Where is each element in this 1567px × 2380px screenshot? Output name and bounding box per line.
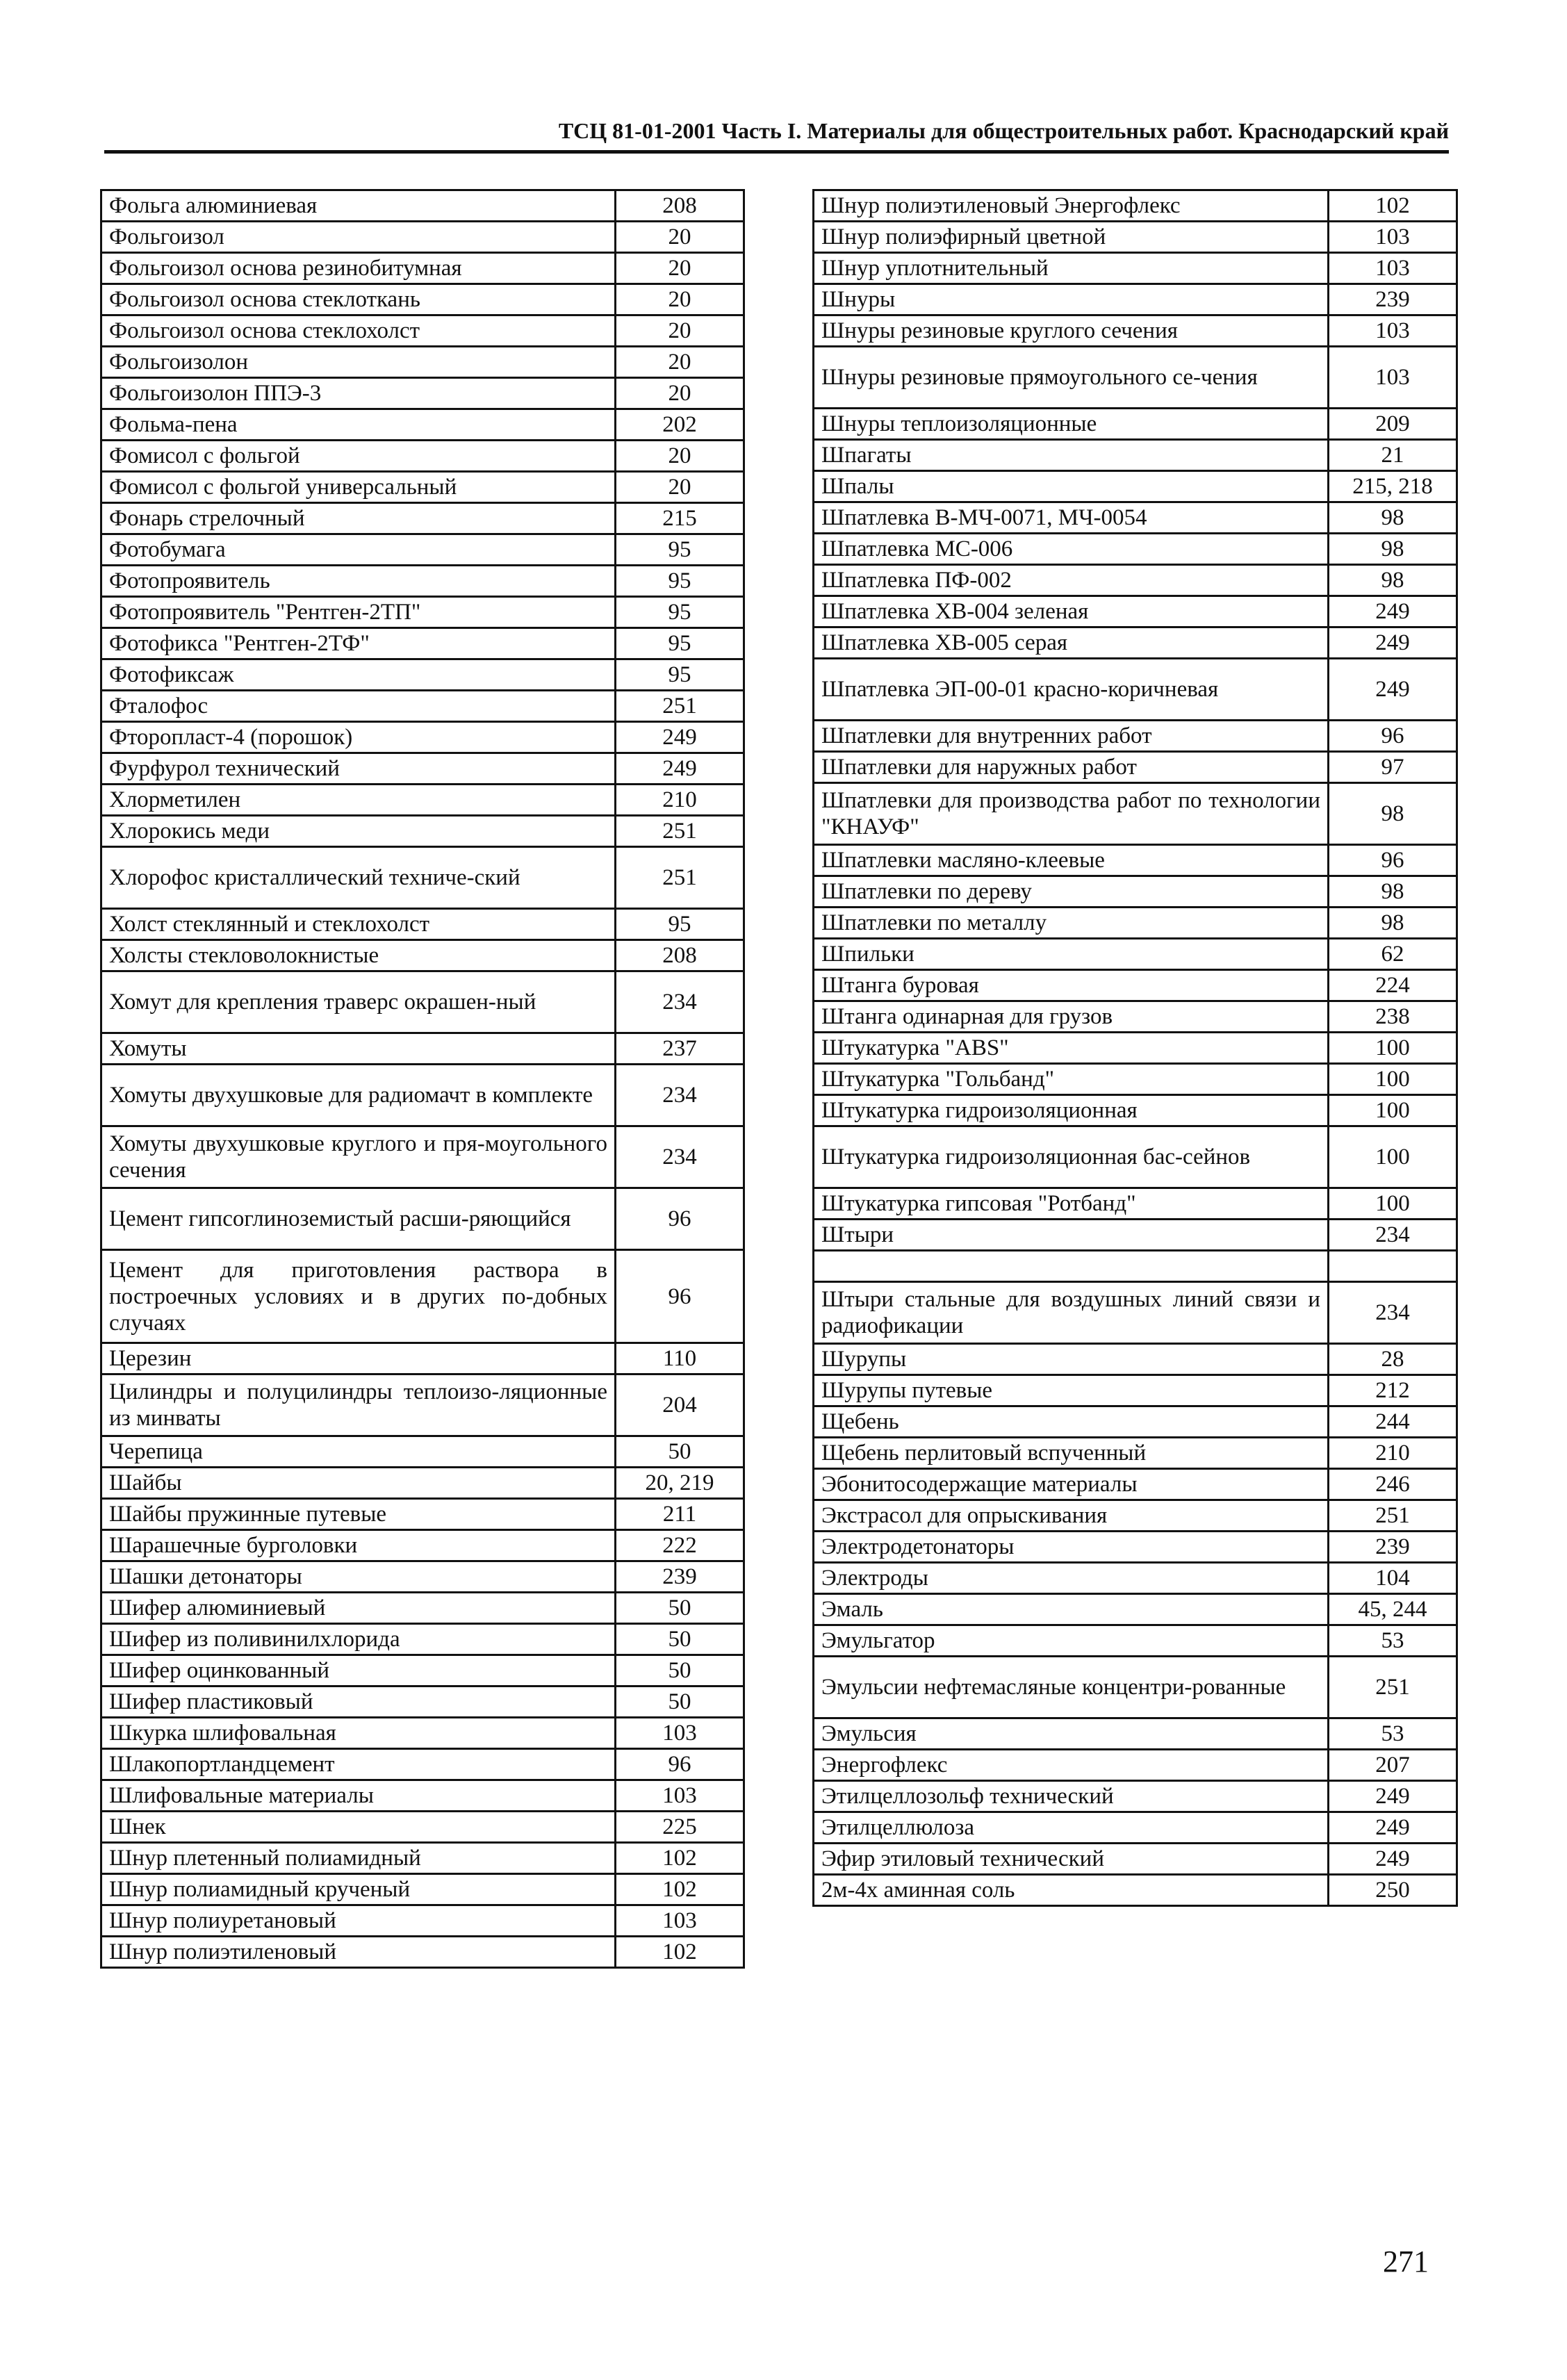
material-name: Эмаль	[814, 1594, 1329, 1625]
index-row	[814, 534, 1457, 565]
index-row	[101, 1749, 744, 1780]
page-reference: 249	[1329, 1812, 1457, 1844]
material-name: Шайбы	[101, 1468, 616, 1499]
index-row	[101, 1530, 744, 1561]
page-reference: 100	[1329, 1095, 1457, 1126]
index-row	[814, 502, 1457, 534]
index-row	[814, 1406, 1457, 1438]
material-name: Фурфурол технический	[101, 753, 616, 785]
index-row	[101, 971, 744, 1033]
page-reference: 21	[1329, 440, 1457, 471]
page-reference: 97	[1329, 752, 1457, 783]
page-reference: 50	[616, 1624, 744, 1655]
material-name: Шпалы	[814, 471, 1329, 502]
index-row	[101, 1843, 744, 1874]
material-name: Шнур полиэтиленовый	[101, 1937, 616, 1968]
page-number: 271	[1383, 2244, 1429, 2279]
material-name: Хомуты	[101, 1033, 616, 1065]
index-row	[101, 1250, 744, 1343]
index-row	[814, 970, 1457, 1001]
page-reference: 239	[1329, 1532, 1457, 1563]
material-name: Фотофикса "Рентген-2ТФ"	[101, 628, 616, 659]
material-name: Шпатлевка ЭП-00-01 красно-коричневая	[814, 659, 1329, 721]
page-reference: 251	[616, 847, 744, 909]
page-reference: 249	[1329, 1781, 1457, 1812]
material-name: Шнур полиэфирный цветной	[814, 222, 1329, 253]
index-row	[814, 1282, 1457, 1344]
index-row	[814, 1251, 1457, 1282]
index-row	[101, 1812, 744, 1843]
material-name: Эмульсии нефтемасляные концентри-рованные	[814, 1657, 1329, 1718]
page-reference: 50	[616, 1655, 744, 1686]
material-name: Энергофлекс	[814, 1750, 1329, 1781]
material-name: Щебень	[814, 1406, 1329, 1438]
material-name: Фотопроявитель "Рентген-2ТП"	[101, 597, 616, 628]
page-reference: 102	[616, 1937, 744, 1968]
page-reference: 98	[1329, 908, 1457, 939]
material-name: Холсты стекловолокнистые	[101, 940, 616, 971]
material-name: Шнур полиамидный крученый	[101, 1874, 616, 1905]
page-reference: 28	[1329, 1344, 1457, 1375]
page-reference: 239	[616, 1561, 744, 1593]
index-row	[101, 722, 744, 753]
page-reference: 249	[616, 722, 744, 753]
page-reference: 103	[616, 1718, 744, 1749]
material-name: Цемент для приготовления раствора в построечных условиях и в других по-добных случаях	[101, 1250, 616, 1343]
material-name: Штанга одинарная для грузов	[814, 1001, 1329, 1033]
page-reference	[1329, 1251, 1457, 1282]
page-reference: 207	[1329, 1750, 1457, 1781]
material-name: Шарашечные бурголовки	[101, 1530, 616, 1561]
page-reference: 249	[1329, 659, 1457, 721]
material-name: Фольгоизолон ППЭ-3	[101, 378, 616, 409]
material-name: Шнур полиуретановый	[101, 1905, 616, 1937]
page-reference: 244	[1329, 1406, 1457, 1438]
page-reference: 210	[1329, 1438, 1457, 1469]
index-row	[101, 1343, 744, 1374]
material-name: Шайбы пружинные путевые	[101, 1499, 616, 1530]
page-reference: 50	[616, 1436, 744, 1468]
page-reference: 249	[1329, 596, 1457, 627]
material-name: Шурупы путевые	[814, 1375, 1329, 1406]
page-reference: 20	[616, 222, 744, 253]
page-reference: 234	[1329, 1220, 1457, 1251]
material-name: Шпатлевки для наружных работ	[814, 752, 1329, 783]
page-reference: 96	[616, 1250, 744, 1343]
index-row	[814, 596, 1457, 627]
index-row	[814, 1657, 1457, 1718]
material-name: Щебень перлитовый вспученный	[814, 1438, 1329, 1469]
material-name: Шпатлевки для внутренних работ	[814, 721, 1329, 752]
material-name: Цемент гипсоглиноземистый расши-ряющийся	[101, 1188, 616, 1250]
index-row	[814, 347, 1457, 409]
index-row	[814, 1344, 1457, 1375]
index-row	[101, 378, 744, 409]
material-name: Фотопроявитель	[101, 566, 616, 597]
material-name: Фольгоизол основа стеклоткань	[101, 284, 616, 315]
material-name: Шашки детонаторы	[101, 1561, 616, 1593]
page-reference: 249	[1329, 627, 1457, 659]
page-reference: 104	[1329, 1563, 1457, 1594]
page-reference: 212	[1329, 1375, 1457, 1406]
page-reference: 208	[616, 190, 744, 222]
material-name: Шнур уплотнительный	[814, 253, 1329, 284]
material-name: Хлорофос кристаллический техниче-ский	[101, 847, 616, 909]
material-name: Шурупы	[814, 1344, 1329, 1375]
material-name: Эфир этиловый технический	[814, 1844, 1329, 1875]
index-row	[101, 628, 744, 659]
material-name: Шнуры	[814, 284, 1329, 315]
page-reference: 96	[1329, 845, 1457, 876]
index-row	[101, 1499, 744, 1530]
material-name: Шифер оцинкованный	[101, 1655, 616, 1686]
material-name: Штукатурка гидроизоляционная	[814, 1095, 1329, 1126]
page-reference: 98	[1329, 502, 1457, 534]
material-name: Шпатлевки для производства работ по технологии "КНАУФ"	[814, 783, 1329, 845]
material-name: Шпатлевка В-МЧ-0071, МЧ-0054	[814, 502, 1329, 534]
index-row	[814, 659, 1457, 721]
index-row	[814, 1001, 1457, 1033]
index-row	[101, 284, 744, 315]
page-reference: 102	[1329, 190, 1457, 222]
index-row	[814, 627, 1457, 659]
material-name: Этилцеллозольф технический	[814, 1781, 1329, 1812]
index-row	[101, 785, 744, 816]
page-reference: 103	[1329, 253, 1457, 284]
index-row	[101, 534, 744, 566]
index-row	[814, 876, 1457, 908]
page-reference: 102	[616, 1843, 744, 1874]
page-reference: 209	[1329, 409, 1457, 440]
page-reference: 224	[1329, 970, 1457, 1001]
index-row	[101, 1593, 744, 1624]
material-name: Эмульсия	[814, 1718, 1329, 1750]
index-row	[814, 939, 1457, 970]
material-name: Штукатурка "Гольбанд"	[814, 1064, 1329, 1095]
index-row	[814, 565, 1457, 596]
index-row	[101, 597, 744, 628]
index-row	[101, 1905, 744, 1937]
material-name: Штукатурка гипсовая "Ротбанд"	[814, 1188, 1329, 1220]
material-name: Эбонитосодержащие материалы	[814, 1469, 1329, 1500]
index-row	[101, 441, 744, 472]
index-table-right	[812, 189, 1458, 1907]
material-name: Шпатлевка ХВ-005 серая	[814, 627, 1329, 659]
page-reference: 215, 218	[1329, 471, 1457, 502]
material-name: Шпагаты	[814, 440, 1329, 471]
material-name: Шнуры резиновые прямоугольного се-чения	[814, 347, 1329, 409]
index-row	[814, 1095, 1457, 1126]
material-name: Электродетонаторы	[814, 1532, 1329, 1563]
page-reference: 251	[1329, 1500, 1457, 1532]
material-name: Хомуты двухушковые круглого и пря-моугольного сечения	[101, 1126, 616, 1188]
material-name: Шнур полиэтиленовый Энергофлекс	[814, 190, 1329, 222]
material-name: Хлорокись меди	[101, 816, 616, 847]
page-reference: 225	[616, 1812, 744, 1843]
index-row	[814, 1188, 1457, 1220]
page-reference: 249	[616, 753, 744, 785]
page-reference: 234	[616, 1126, 744, 1188]
index-row	[814, 1875, 1457, 1906]
index-row	[101, 503, 744, 534]
material-name: Шпатлевка МС-006	[814, 534, 1329, 565]
page-reference: 102	[616, 1874, 744, 1905]
material-name: Холст стеклянный и стеклохолст	[101, 909, 616, 940]
index-row	[101, 1624, 744, 1655]
index-row	[814, 1064, 1457, 1095]
page-reference: 50	[616, 1593, 744, 1624]
index-row	[101, 1033, 744, 1065]
material-name: Штукатурка гидроизоляционная бас-сейнов	[814, 1126, 1329, 1188]
page-reference: 234	[616, 1065, 744, 1126]
material-name: Штукатурка "ABS"	[814, 1033, 1329, 1064]
page-reference: 234	[1329, 1282, 1457, 1344]
material-name: Фольма-пена	[101, 409, 616, 441]
index-row	[101, 315, 744, 347]
index-row	[814, 1375, 1457, 1406]
material-name: Шпильки	[814, 939, 1329, 970]
material-name: Фотобумага	[101, 534, 616, 566]
index-row	[814, 752, 1457, 783]
material-name: Шпатлевки по металлу	[814, 908, 1329, 939]
page-reference: 234	[616, 971, 744, 1033]
page-reference: 251	[616, 816, 744, 847]
material-name: Шнуры теплоизоляционные	[814, 409, 1329, 440]
index-row	[814, 409, 1457, 440]
material-name: Цилиндры и полуцилиндры теплоизо-ляционные из минваты	[101, 1374, 616, 1436]
material-name: Фонарь стрелочный	[101, 503, 616, 534]
page-reference: 100	[1329, 1188, 1457, 1220]
index-row	[814, 1718, 1457, 1750]
material-name: Экстрасол для опрыскивания	[814, 1500, 1329, 1532]
index-row	[814, 1500, 1457, 1532]
index-row	[814, 1750, 1457, 1781]
index-table-left	[100, 189, 745, 1969]
material-name: Эмульгатор	[814, 1625, 1329, 1657]
page-reference: 53	[1329, 1718, 1457, 1750]
index-row	[814, 471, 1457, 502]
page-reference: 95	[616, 566, 744, 597]
material-name: Фталофос	[101, 691, 616, 722]
index-row	[814, 222, 1457, 253]
index-row	[101, 253, 744, 284]
page-reference: 96	[616, 1749, 744, 1780]
page-reference: 20, 219	[616, 1468, 744, 1499]
page-reference: 100	[1329, 1126, 1457, 1188]
index-row	[814, 1033, 1457, 1064]
material-name: Фольгоизол основа стеклохолст	[101, 315, 616, 347]
page-reference: 20	[616, 441, 744, 472]
index-row	[814, 908, 1457, 939]
index-row	[814, 721, 1457, 752]
material-name: 2м-4х аминная соль	[814, 1875, 1329, 1906]
index-row	[101, 816, 744, 847]
index-row	[814, 845, 1457, 876]
page-reference: 237	[616, 1033, 744, 1065]
material-name: Шлакопортландцемент	[101, 1749, 616, 1780]
page-reference: 103	[1329, 222, 1457, 253]
page-reference: 204	[616, 1374, 744, 1436]
index-row	[101, 1874, 744, 1905]
material-name: Фомисол с фольгой	[101, 441, 616, 472]
index-row	[101, 940, 744, 971]
index-row	[814, 315, 1457, 347]
index-row	[101, 566, 744, 597]
index-row	[814, 1220, 1457, 1251]
index-row	[101, 1065, 744, 1126]
page-reference: 98	[1329, 565, 1457, 596]
page-reference: 96	[1329, 721, 1457, 752]
page-reference: 211	[616, 1499, 744, 1530]
page-reference: 215	[616, 503, 744, 534]
page-reference: 50	[616, 1686, 744, 1718]
page-reference: 20	[616, 253, 744, 284]
material-name: Фольга алюминиевая	[101, 190, 616, 222]
page-reference: 202	[616, 409, 744, 441]
index-row	[101, 659, 744, 691]
index-row	[101, 1436, 744, 1468]
index-row	[101, 1780, 744, 1812]
page-reference: 20	[616, 284, 744, 315]
page-reference: 239	[1329, 284, 1457, 315]
page-reference: 210	[616, 785, 744, 816]
material-name: Фторопласт-4 (порошок)	[101, 722, 616, 753]
material-name: Фольгоизолон	[101, 347, 616, 378]
index-row	[814, 1594, 1457, 1625]
page-reference: 95	[616, 628, 744, 659]
material-name: Штанга буровая	[814, 970, 1329, 1001]
index-row	[101, 753, 744, 785]
page-reference: 100	[1329, 1064, 1457, 1095]
material-name: Шпатлевки масляно-клеевые	[814, 845, 1329, 876]
index-row	[101, 691, 744, 722]
page-reference: 98	[1329, 876, 1457, 908]
index-row	[101, 909, 744, 940]
index-row	[814, 1625, 1457, 1657]
page-reference: 95	[616, 659, 744, 691]
index-row	[814, 440, 1457, 471]
page-reference: 222	[616, 1530, 744, 1561]
material-name: Шпатлевка ХВ-004 зеленая	[814, 596, 1329, 627]
page-reference: 45, 244	[1329, 1594, 1457, 1625]
material-name: Шифер алюминиевый	[101, 1593, 616, 1624]
material-name: Хлорметилен	[101, 785, 616, 816]
page-reference: 103	[1329, 315, 1457, 347]
material-name: Шнек	[101, 1812, 616, 1843]
material-name	[814, 1251, 1329, 1282]
page-header: ТСЦ 81-01-2001 Часть I. Материалы для общестроительных работ. Краснодарский край	[558, 118, 1449, 143]
index-row	[814, 284, 1457, 315]
material-name: Хомуты двухушковые для радиомачт в комплекте	[101, 1065, 616, 1126]
page-reference: 110	[616, 1343, 744, 1374]
index-row	[101, 1718, 744, 1749]
material-name: Шлифовальные материалы	[101, 1780, 616, 1812]
page-reference: 98	[1329, 783, 1457, 845]
material-name: Шифер из поливинилхлорида	[101, 1624, 616, 1655]
index-row	[814, 1438, 1457, 1469]
material-name: Штыри	[814, 1220, 1329, 1251]
page-reference: 20	[616, 315, 744, 347]
page-reference: 103	[1329, 347, 1457, 409]
page-reference: 62	[1329, 939, 1457, 970]
material-name: Шифер пластиковый	[101, 1686, 616, 1718]
material-name: Фотофиксаж	[101, 659, 616, 691]
index-row	[814, 1563, 1457, 1594]
index-row	[101, 1374, 744, 1436]
material-name: Электроды	[814, 1563, 1329, 1594]
material-name: Шпатлевки по дереву	[814, 876, 1329, 908]
page-reference: 251	[616, 691, 744, 722]
index-row	[814, 1781, 1457, 1812]
page-reference: 250	[1329, 1875, 1457, 1906]
page-reference: 103	[616, 1905, 744, 1937]
page-reference: 98	[1329, 534, 1457, 565]
page-reference: 95	[616, 909, 744, 940]
material-name: Шпатлевка ПФ-002	[814, 565, 1329, 596]
material-name: Шкурка шлифовальная	[101, 1718, 616, 1749]
index-row	[101, 1655, 744, 1686]
page-reference: 20	[616, 378, 744, 409]
header-rule	[104, 150, 1449, 154]
page-reference: 20	[616, 472, 744, 503]
index-row	[814, 1844, 1457, 1875]
material-name: Черепица	[101, 1436, 616, 1468]
index-row	[101, 222, 744, 253]
material-name: Хомут для крепления траверс окрашен-ный	[101, 971, 616, 1033]
index-row	[101, 1126, 744, 1188]
page-reference: 238	[1329, 1001, 1457, 1033]
page-reference: 246	[1329, 1469, 1457, 1500]
index-row	[101, 190, 744, 222]
index-row	[814, 253, 1457, 284]
material-name: Фомисол с фольгой универсальный	[101, 472, 616, 503]
material-name: Шнур плетенный полиамидный	[101, 1843, 616, 1874]
index-row	[814, 1126, 1457, 1188]
index-row	[101, 847, 744, 909]
material-name: Фольгоизол	[101, 222, 616, 253]
index-row	[101, 1937, 744, 1968]
index-row	[101, 1561, 744, 1593]
index-row	[101, 1686, 744, 1718]
page-reference: 53	[1329, 1625, 1457, 1657]
index-row	[814, 1532, 1457, 1563]
material-name: Фольгоизол основа резинобитумная	[101, 253, 616, 284]
index-row	[101, 409, 744, 441]
index-row	[814, 783, 1457, 845]
material-name: Этилцеллюлоза	[814, 1812, 1329, 1844]
page-reference: 20	[616, 347, 744, 378]
page-reference: 249	[1329, 1844, 1457, 1875]
material-name: Церезин	[101, 1343, 616, 1374]
index-row	[101, 1468, 744, 1499]
index-row	[101, 1188, 744, 1250]
page-reference: 251	[1329, 1657, 1457, 1718]
page-reference: 95	[616, 597, 744, 628]
page-reference: 95	[616, 534, 744, 566]
index-row	[814, 1469, 1457, 1500]
index-row	[101, 472, 744, 503]
material-name: Штыри стальные для воздушных линий связи и радиофикации	[814, 1282, 1329, 1344]
page-reference: 103	[616, 1780, 744, 1812]
page-reference: 96	[616, 1188, 744, 1250]
page-reference: 100	[1329, 1033, 1457, 1064]
page-reference: 208	[616, 940, 744, 971]
index-row	[101, 347, 744, 378]
index-row	[814, 190, 1457, 222]
index-row	[814, 1812, 1457, 1844]
material-name: Шнуры резиновые круглого сечения	[814, 315, 1329, 347]
